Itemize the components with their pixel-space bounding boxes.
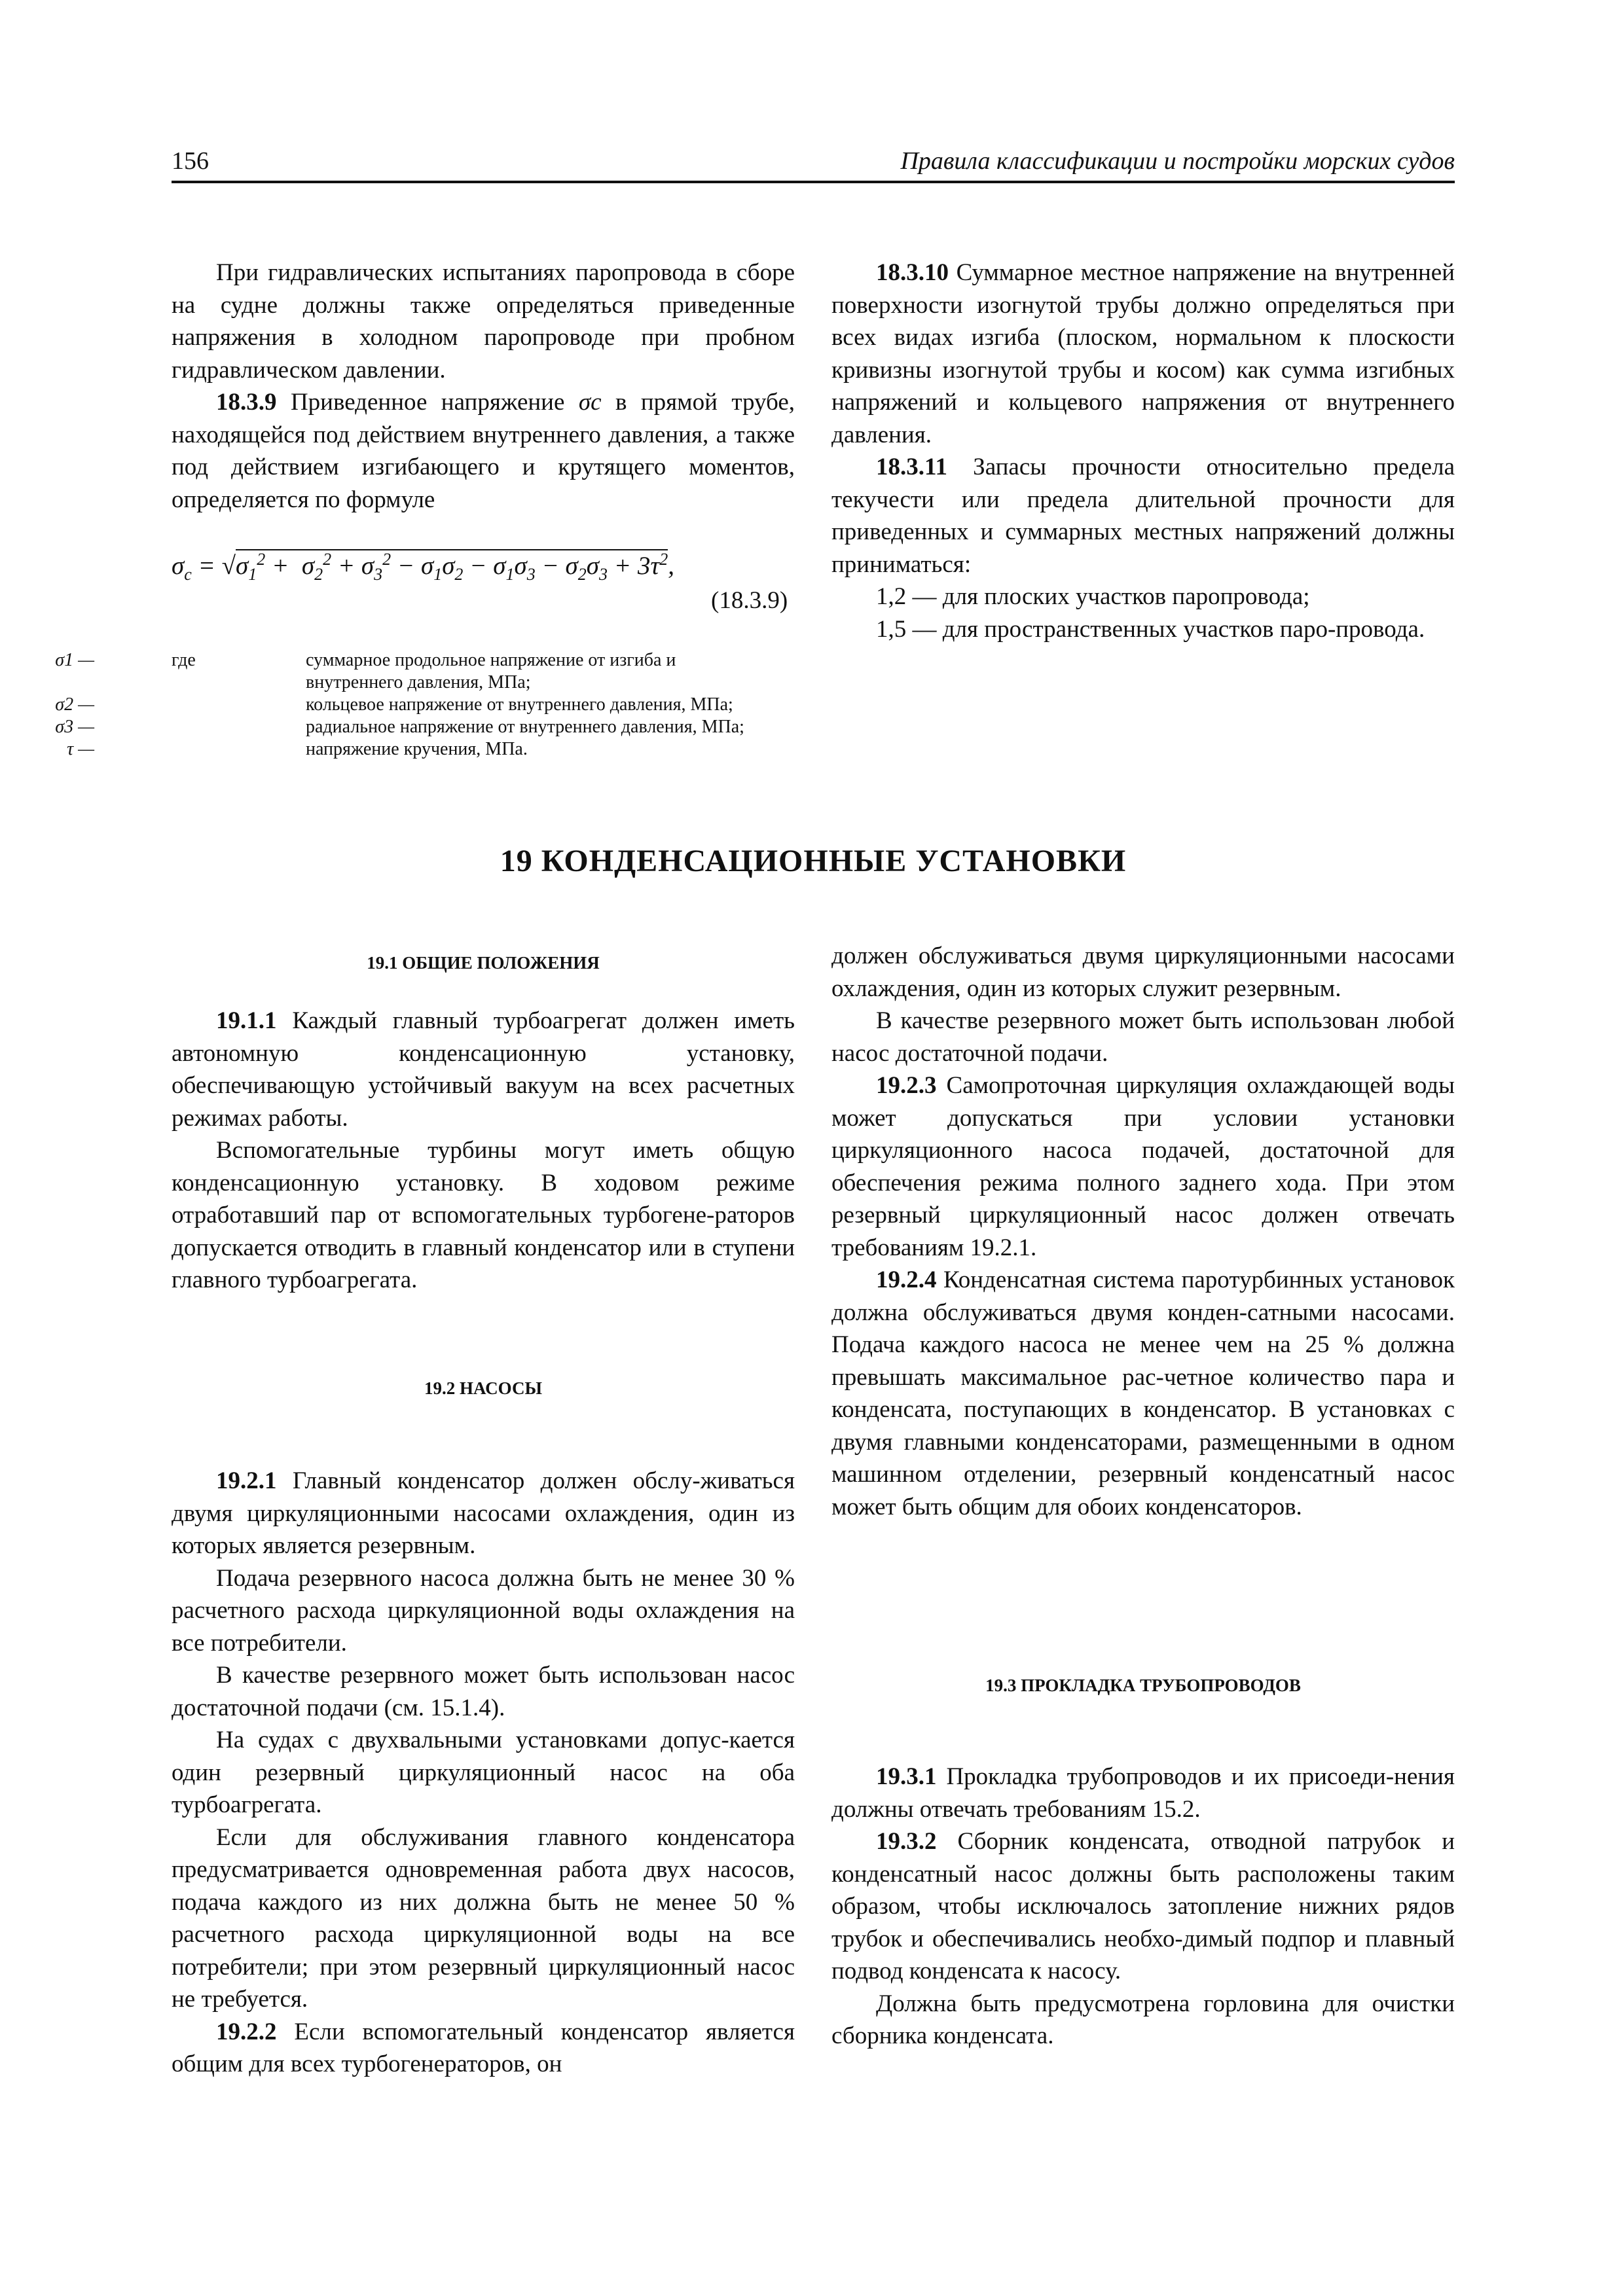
page-header bbox=[172, 144, 1455, 183]
paragraph: При гидравлических испытаниях паропровода в сборе на судне должны также определяться приведенные напряжения в холодном паропроводе при пробном гидравлическом давлении. bbox=[172, 259, 795, 384]
section-19-1-body bbox=[172, 1005, 795, 1297]
paragraph: В качестве резервного может быть использован насос достаточной подачи (см. 15.1.4). bbox=[172, 1662, 795, 1721]
paragraph-18-3-9: 18.3.9 Приведенное напряжение σc в прямой трубе, находящейся под действием внутреннего давления, а также под действием изгибающего и крутящего моментов, определяется по формуле bbox=[172, 389, 795, 513]
section-title-19-1: 19.1 ОБЩИЕ ПОЛОЖЕНИЯ bbox=[367, 953, 600, 973]
paragraph-18-3-11: 18.3.11 Запасы прочности относительно предела текучести или предела длительной прочности для приведенных и суммарных местных напряжений должны приниматься: bbox=[831, 454, 1455, 578]
paragraph: Если для обслуживания главного конденсатора предусматривается одновременная работа двух насосов, подача каждого из них должна быть не менее 50 % расчетного расхода циркуляционной воды на все потребители; при этом резервный циркуляционный насос не требуется. bbox=[172, 1823, 795, 2013]
formula-number: (18.3.9) bbox=[711, 587, 788, 614]
paragraph-19-2-3: 19.2.3 Самопроточная циркуляция охлаждающей воды может допускаться при условии установки циркуляционного насоса подачей, достаточной для обеспечения режима полного заднего хода. При этом резервный циркуляционный насос должен отвечать требованиям 19.2.1. bbox=[831, 1072, 1455, 1261]
section-title-19-2: 19.2 НАСОСЫ bbox=[424, 1378, 542, 1398]
formula-legend bbox=[55, 649, 795, 761]
section-title-19-3: 19.3 ПРОКЛАДКА ТРУБОПРОВОДОВ bbox=[985, 1676, 1301, 1695]
chapter-title: 19 КОНДЕНСАЦИОННЫЕ УСТАНОВКИ bbox=[500, 844, 1127, 878]
paragraph-19-1-1: 19.1.1 Каждый главный турбоагрегат должен иметь автономную конденсационную установку, обеспечивающую устойчивый вакуум на всех расчетных режимах работы. bbox=[172, 1007, 795, 1132]
legend-row: σ3 — радиальное напряжение от внутреннего давления, МПа; bbox=[55, 717, 744, 737]
running-title: Правила классификации и постройки морских судов bbox=[900, 147, 1455, 175]
paragraph: Должна быть предусмотрена горловина для очистки сборника конденсата. bbox=[831, 1990, 1455, 2049]
legend-row: внутреннего давления, МПа; bbox=[306, 672, 531, 692]
paragraph: 1,5 — для пространственных участков паро-провода. bbox=[876, 615, 1425, 643]
paragraph-19-3-1: 19.3.1 Прокладка трубопроводов и их присоеди-нения должны отвечать требованиям 15.2. bbox=[831, 1763, 1455, 1823]
paragraph: 1,2 — для плоских участков паропровода; bbox=[876, 583, 1310, 610]
section-19-2-body bbox=[172, 1465, 795, 2081]
paragraph: В качестве резервного может быть использован любой насос достаточной подачи. bbox=[831, 1007, 1455, 1067]
section-19-3-body bbox=[831, 1761, 1455, 2053]
paragraph: Подача резервного насоса должна быть не менее 30 % расчетного расхода циркуляционной воды охлаждения на все потребители. bbox=[172, 1564, 795, 1657]
top-right-column bbox=[831, 257, 1455, 645]
legend-row: где σ1 — суммарное продольное напряжение от изгиба и bbox=[55, 650, 676, 670]
paragraph-continued: должен обслуживаться двумя циркуляционными насосами охлаждения, один из которых служит резервным. bbox=[831, 942, 1455, 1002]
sigma-c-symbol: σc bbox=[578, 389, 602, 416]
bottom-right-column bbox=[831, 940, 1455, 1523]
page-number: 156 bbox=[172, 147, 209, 175]
paragraph-19-2-1: 19.2.1 Главный конденсатор должен обслу-живаться двумя циркуляционными насосами охлаждения, один из которых является резервным. bbox=[172, 1467, 795, 1559]
paragraph: Вспомогательные турбины могут иметь общую конденсационную установку. В ходовом режиме отработавший пар от вспомогательных турбогене-раторов допускается отводить в главный конденсатор или в ступени главного турбоагрегата. bbox=[172, 1137, 795, 1293]
clause-number: 18.3.9 bbox=[216, 389, 277, 416]
formula-18-3-9: $\sigma_c = √\sigma_1^2 + \sigma_2^2 + \sigma_3^2 - \sigma_1\sigma_2 - \sigma_1\sigma_3 - \sigma_2\sigma_3 + 3\tau^2$, bbox=[172, 550, 675, 584]
legend-row: τ — напряжение кручения, МПа. bbox=[67, 739, 528, 759]
paragraph: На судах с двухвальными установками допус-кается один резервный циркуляционный насос на оба турбоагрегата. bbox=[172, 1727, 795, 1818]
legend-row: σ2 — кольцевое напряжение от внутреннего давления, МПа; bbox=[55, 694, 733, 715]
paragraph-19-3-2: 19.3.2 Сборник конденсата, отводной патрубок и конденсатный насос должны быть расположены таким образом, чтобы исключалось затопление нижних рядов трубок и обеспечивались необхо-димый подпор и плавный подвод конденсата к насосу. bbox=[831, 1828, 1455, 1984]
paragraph-18-3-10: 18.3.10 Суммарное местное напряжение на внутренней поверхности изогнутой трубы должно определяться при всех видах изгиба (плоском, нормальном к плоскости кривизны изогнутой трубы и косом) как сумма изгибных напряжений и кольцевого напряжения от внутреннего давления. bbox=[831, 259, 1455, 448]
top-left-column bbox=[172, 257, 795, 516]
paragraph-19-2-2: 19.2.2 Если вспомогательный конденсатор является общим для всех турбогенераторов, он bbox=[172, 2018, 795, 2077]
paragraph-19-2-4: 19.2.4 Конденсатная система паротурбинных установок должна обслуживаться двумя конден-сатными насосами. Подача каждого насоса не менее чем на 25 % должна превышать максимальное рас-четное количество пара и конденсата, поступающих в конденсатор. В установках с двумя главными конденсаторами, размещенными в одном машинном отделении, резервный конденсатный насос может быть общим для обоих конденсаторов. bbox=[831, 1266, 1455, 1520]
